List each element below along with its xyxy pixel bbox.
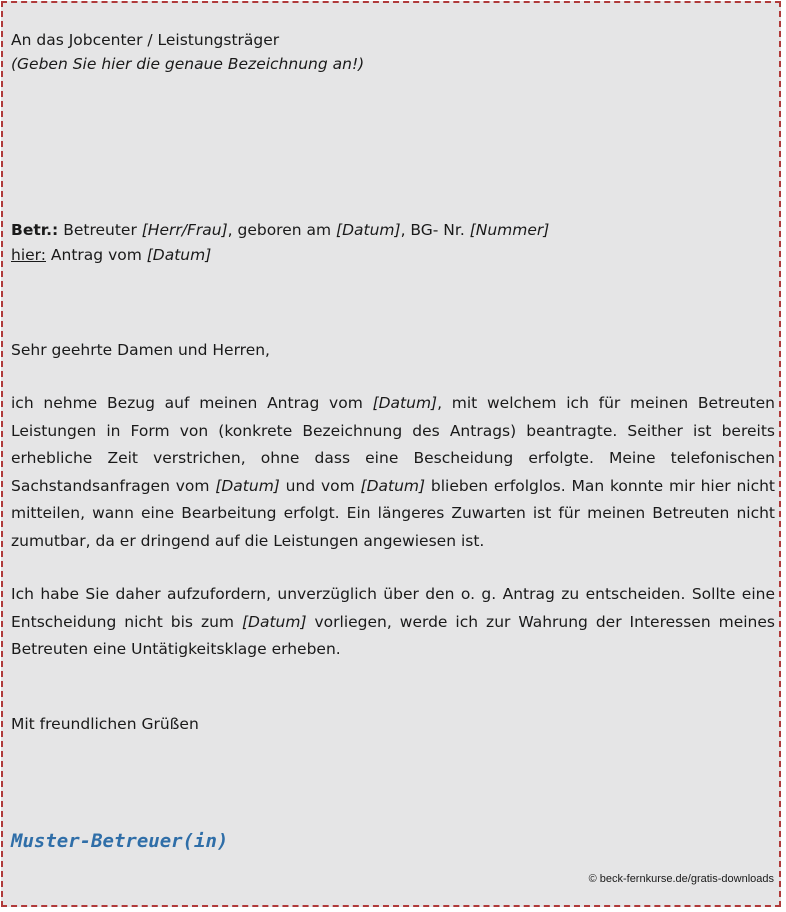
placeholder-datum: [Datum] bbox=[336, 221, 401, 239]
paragraph-text: , mit welchem ich für meinen Betreuten Leistungen in Form von (konkrete Bezeichnung des Antrags) beantragte. Seither ist bereits erhebliche Zeit verstrichen, ohne dass eine Bescheidung erfolgte. Meine telefonischen Sachstandsanfragen vom bbox=[11, 394, 775, 495]
recipient-line: An das Jobcenter / Leistungsträger bbox=[11, 31, 280, 49]
paragraph-text: Ich habe Sie daher aufzufordern, unverzüglich über den o. g. Antrag zu entscheiden. Sollte eine Entscheidung nicht bis zum bbox=[11, 585, 775, 631]
body-paragraph-1 bbox=[11, 390, 775, 556]
placeholder-datum: [Datum] bbox=[360, 476, 426, 495]
salutation: Sehr geehrte Damen und Herren, bbox=[11, 341, 270, 359]
placeholder-herr-frau: [Herr/Frau] bbox=[141, 221, 228, 239]
subject-line bbox=[11, 220, 549, 240]
closing: Mit freundlichen Grüßen bbox=[11, 715, 199, 733]
paragraph-text: blieben erfolglos. Man konnte mir hier nicht mitteilen, wann eine Bearbeitung erfolgt. Ein längeres Zuwarten ist für meinen Betreuten nicht zumutbar, da er dringend auf die Leistungen angewiesen ist. bbox=[11, 476, 775, 550]
hier-line bbox=[11, 245, 211, 265]
subject-label: Betr.: bbox=[11, 221, 59, 239]
subject-text: Betreuter bbox=[58, 221, 142, 239]
copyright-notice: © beck-fernkurse.de/gratis-downloads bbox=[588, 873, 774, 885]
paragraph-text: und vom bbox=[279, 476, 361, 495]
placeholder-datum: [Datum] bbox=[242, 612, 307, 631]
placeholder-nummer: [Nummer] bbox=[469, 221, 550, 239]
recipient-hint: (Geben Sie hier die genaue Bezeichnung an!) bbox=[11, 55, 365, 73]
hier-text: Antrag vom bbox=[46, 246, 147, 264]
placeholder-datum: [Datum] bbox=[215, 476, 280, 495]
placeholder-datum: [Datum] bbox=[372, 394, 438, 412]
subject-text: , BG- Nr. bbox=[400, 221, 470, 239]
signature: Muster-Betreuer(in) bbox=[11, 830, 229, 852]
paragraph-text: vorliegen, werde ich zur Wahrung der Interessen meines Betreuten eine Untätigkeitsklage erheben. bbox=[11, 612, 775, 659]
body-paragraph-2 bbox=[11, 581, 775, 664]
hier-label: hier: bbox=[11, 246, 46, 264]
subject-text: , geboren am bbox=[227, 221, 337, 239]
paragraph-text: ich nehme Bezug auf meinen Antrag vom bbox=[11, 394, 373, 412]
placeholder-datum: [Datum] bbox=[146, 246, 212, 264]
